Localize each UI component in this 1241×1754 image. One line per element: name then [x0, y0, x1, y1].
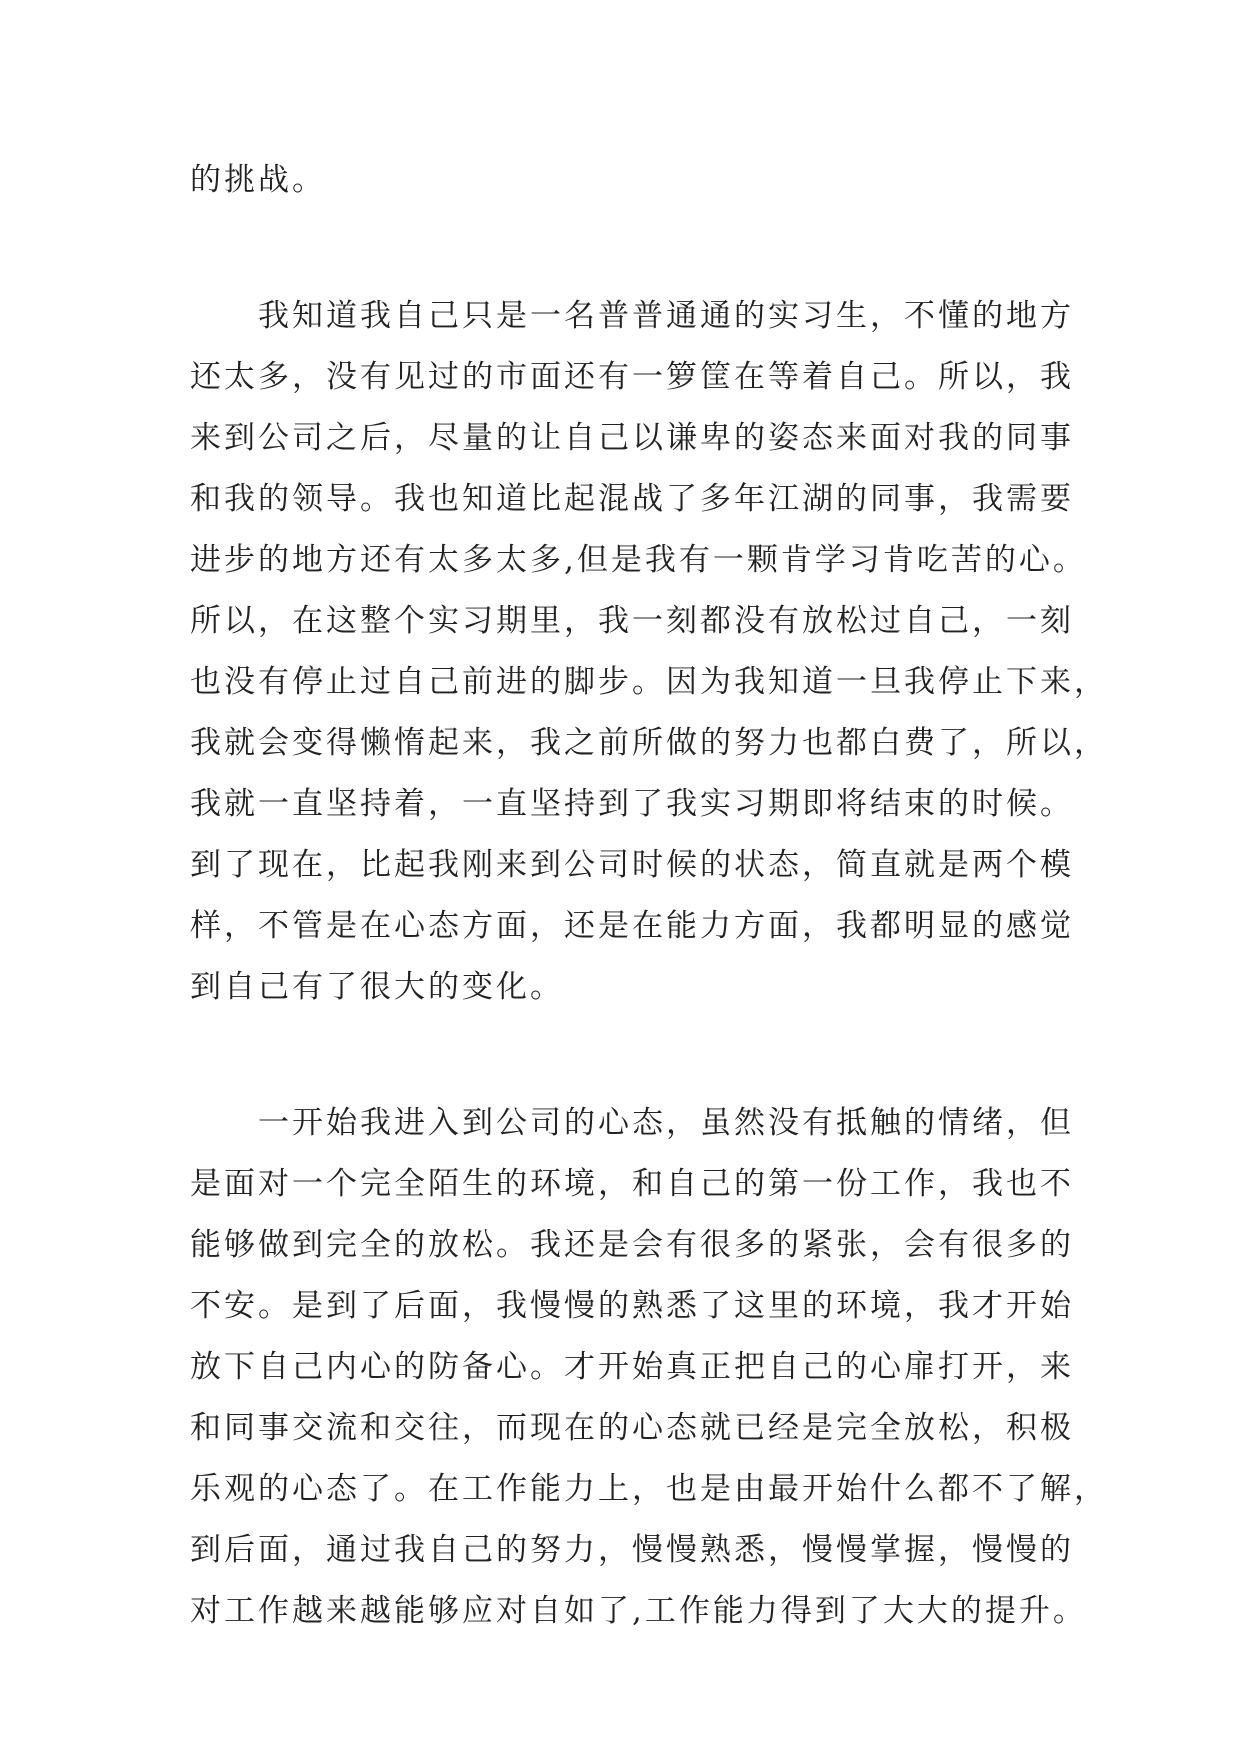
- text-line: 的挑战。: [190, 162, 326, 198]
- text-line: 对工作越来越能够应对自如了,工作能力得到了大大的提升。: [190, 1593, 1087, 1629]
- text-line: 到自己有了很大的变化。: [190, 969, 564, 1005]
- text-line: 一开始我进入到公司的心态，虽然没有抵触的情绪，但: [190, 1105, 1074, 1141]
- text-line: 我就会变得懒惰起来，我之前所做的努力也都白费了，所以，: [190, 725, 1108, 761]
- paragraph-3: [190, 1093, 1108, 1642]
- text-line: 和同事交流和交往，而现在的心态就已经是完全放松，积极: [190, 1410, 1074, 1446]
- text-line: 乐观的心态了。在工作能力上，也是由最开始什么都不了解，: [190, 1471, 1108, 1507]
- text-line: 还太多，没有见过的市面还有一箩筐在等着自己。所以，我: [190, 359, 1074, 395]
- text-line: 我知道我自己只是一名普普通通的实习生，不懂的地方: [190, 298, 1074, 334]
- text-line: 样，不管是在心态方面，还是在能力方面，我都明显的感觉: [190, 908, 1074, 944]
- text-line: 和我的领导。我也知道比起混战了多年江湖的同事，我需要: [190, 481, 1074, 517]
- text-line: 也没有停止过自己前进的脚步。因为我知道一旦我停止下来，: [190, 664, 1108, 700]
- text-line: 到后面，通过我自己的努力，慢慢熟悉，慢慢掌握，慢慢的: [190, 1532, 1074, 1568]
- text-line: 我就一直坚持着，一直坚持到了我实习期即将结束的时候。: [190, 786, 1074, 822]
- text-line: 放下自己内心的防备心。才开始真正把自己的心扉打开，来: [190, 1349, 1074, 1385]
- text-line: 能够做到完全的放松。我还是会有很多的紧张，会有很多的: [190, 1227, 1074, 1263]
- text-line: 进步的地方还有太多太多,但是我有一颗肯学习肯吃苦的心。: [190, 542, 1087, 578]
- paragraph-gap: [190, 211, 1070, 286]
- text-line: 来到公司之后，尽量的让自己以谦卑的姿态来面对我的同事: [190, 420, 1074, 456]
- text-line: 不安。是到了后面，我慢慢的熟悉了这里的环境，我才开始: [190, 1288, 1074, 1324]
- document-body: [190, 150, 1108, 1642]
- text-line: 是面对一个完全陌生的环境，和自己的第一份工作，我也不: [190, 1166, 1074, 1202]
- text-line: 所以，在这整个实习期里，我一刻都没有放松过自己，一刻: [190, 603, 1074, 639]
- paragraph-2: [190, 286, 1108, 1018]
- text-line: 到了现在，比起我刚来到公司时候的状态，简直就是两个模: [190, 847, 1074, 883]
- paragraph-gap: [190, 1018, 1070, 1093]
- paragraph-1: [190, 150, 1070, 211]
